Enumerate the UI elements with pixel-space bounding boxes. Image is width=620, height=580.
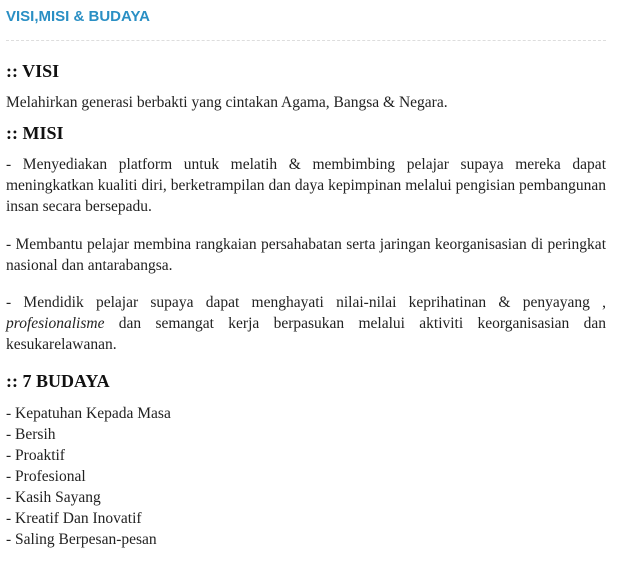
title-divider bbox=[6, 40, 606, 41]
misi-item-3 bbox=[6, 292, 606, 355]
list-item: - Bersih bbox=[6, 426, 56, 443]
visi-heading: :: VISI bbox=[6, 61, 60, 81]
list-item: - Kepatuhan Kepada Masa bbox=[6, 405, 171, 422]
list-item: - Profesional bbox=[6, 468, 86, 485]
budaya-heading: :: 7 BUDAYA bbox=[6, 371, 110, 391]
list-item: - Proaktif bbox=[6, 447, 65, 464]
list-item: - Saling Berpesan-pesan bbox=[6, 531, 157, 548]
misi-item-2: - Membantu pelajar membina rangkaian persahabatan serta jaringan keorganisasian di peringkat nasional dan antarabangsa. bbox=[6, 236, 606, 274]
page-title: VISI,MISI & BUDAYA bbox=[6, 8, 150, 25]
list-item: - Kreatif Dan Inovatif bbox=[6, 510, 142, 527]
misi-item-3-text: - Mendidik pelajar supaya dapat menghayati nilai-nilai keprihatinan & penyayang , bbox=[6, 294, 606, 311]
budaya-list bbox=[6, 403, 606, 550]
list-item: - Kasih Sayang bbox=[6, 489, 101, 506]
misi-item-3-emphasis: profesionalisme bbox=[6, 315, 105, 332]
page-content bbox=[6, 0, 606, 550]
misi-heading: :: MISI bbox=[6, 123, 64, 143]
misi-item-1: - Menyediakan platform untuk melatih & membimbing pelajar supaya mereka dapat meningkatkan kualiti diri, berketrampilan dan daya kepimpinan melalui pengisian pembangunan insan secara bersepadu. bbox=[6, 156, 606, 215]
visi-text: Melahirkan generasi berbakti yang cintakan Agama, Bangsa & Negara. bbox=[6, 94, 448, 111]
misi-item-3-text-end: dan semangat kerja berpasukan melalui aktiviti keorganisasian dan kesukarelawanan. bbox=[6, 315, 606, 353]
